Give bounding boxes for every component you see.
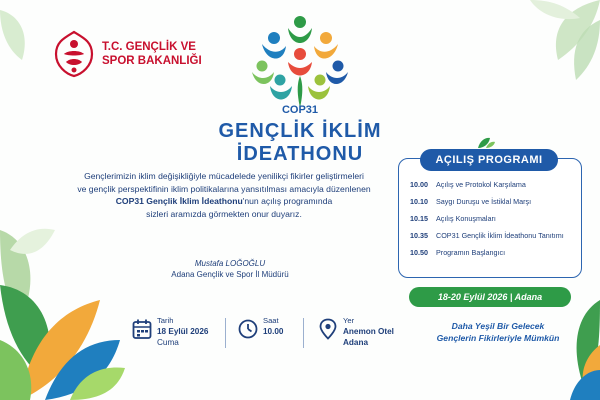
info-date: [132, 316, 208, 348]
program-item-time: 10.15: [410, 214, 428, 223]
invitation-event-name: COP31 Gençlik İklim İdeathonu: [115, 196, 243, 206]
signer-title: Adana Gençlik ve Spor İl Müdürü: [171, 270, 289, 279]
program-item-desc: Açılış ve Protokol Karşılama: [436, 180, 526, 189]
place-label: Yer: [343, 316, 355, 325]
slogan: [412, 320, 584, 344]
top-left-leaves-decoration: [0, 0, 60, 70]
program-item-time: 10.00: [410, 180, 428, 189]
program-item: [410, 248, 575, 257]
date-day: Cuma: [157, 338, 179, 347]
slogan-line1: Daha Yeşil Bir Gelecek: [451, 321, 545, 331]
bottom-left-plants-decoration: [0, 190, 130, 400]
invitation-line2: ve gençlik perspektifinin iklim politikalarına yansıtılması amacıyla düzenlenen: [77, 183, 371, 194]
event-title-line2: GENÇLİK İKLİM: [218, 120, 382, 142]
program-item: [410, 231, 575, 240]
location-pin-icon: [318, 318, 338, 340]
program-item-desc: COP31 Gençlik İklim İdeathonu Tanıtımı: [436, 231, 564, 240]
signer-block: [150, 258, 310, 280]
program-item-desc: Açılış Konuşmaları: [436, 214, 496, 223]
time-value: 10.00: [263, 327, 284, 336]
ministry-name: [102, 40, 202, 68]
info-place: [318, 316, 394, 348]
info-time: [238, 316, 284, 340]
program-item-desc: Saygı Duruşu ve İstiklal Marşı: [436, 197, 532, 206]
program-title: AÇILIŞ PROGRAMI: [420, 149, 558, 171]
calendar-icon: [132, 318, 152, 340]
invitation-text: [64, 170, 384, 220]
ministry-logo: [52, 30, 202, 78]
program-item-time: 10.50: [410, 248, 428, 257]
dates-badge: 18-20 Eylül 2026 | Adana: [409, 287, 571, 307]
signer-name: Mustafa LOĞOĞLU: [194, 259, 266, 268]
invitation-line1: Gençlerimizin iklim değişikliğiyle mücadelede yenilikçi fikirler geliştirmeleri: [84, 171, 364, 181]
program-list: [410, 180, 575, 265]
info-divider: [225, 318, 226, 348]
invitation-line3-rest: 'nun açılış programında: [242, 196, 333, 206]
event-title-line3: İDEATHONU: [236, 143, 364, 165]
ministry-emblem-icon: [52, 30, 96, 78]
info-divider: [303, 318, 304, 348]
program-leaf-icon: [476, 136, 496, 150]
invitation-line4: sizleri aramızda görmekten onur duyarız.: [146, 208, 302, 219]
program-item-time: 10.10: [410, 197, 428, 206]
time-label: Saat: [263, 316, 279, 325]
program-item: [410, 180, 575, 189]
program-item-time: 10.35: [410, 231, 428, 240]
clock-icon: [238, 318, 258, 340]
place-value: Anemon Otel: [343, 327, 394, 336]
program-item: [410, 214, 575, 223]
event-logo-figures: [248, 14, 352, 110]
invitation-line3: [64, 195, 384, 208]
date-label: Tarih: [157, 316, 174, 325]
place-city: Adana: [343, 338, 369, 347]
date-value: 18 Eylül 2026: [157, 327, 209, 336]
top-right-leaves-decoration: [470, 0, 600, 90]
ministry-name-line2: SPOR BAKANLIĞI: [102, 55, 202, 67]
slogan-line2: Gençlerin Fikirleriyle Mümkün: [436, 333, 560, 343]
program-item: [410, 197, 575, 206]
program-item-desc: Programın Başlangıcı: [436, 248, 506, 257]
ministry-name-line1: T.C. GENÇLİK VE: [102, 41, 196, 53]
event-title-line1: COP31: [281, 104, 319, 116]
